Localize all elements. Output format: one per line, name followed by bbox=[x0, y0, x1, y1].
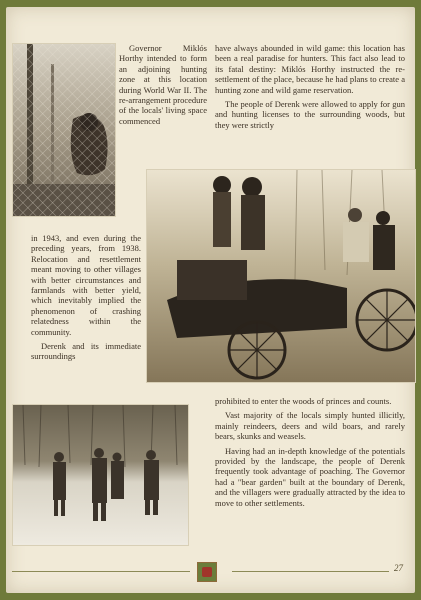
footer-emblem-icon bbox=[197, 562, 217, 582]
footer-divider-right bbox=[232, 571, 389, 572]
paragraph: The people of Derenk were allowed to apply for gun and hunting licenses to the surrounding woods, but they were strictly bbox=[215, 99, 405, 130]
paragraph: in 1943, and even during the preceding years, from 1938. Relocation and resettlement meant moving to other villages with better circumstances and farmlands with better yield, which inevitably implied the phenomenon of crashing relatedness within the community. bbox=[31, 233, 141, 337]
col2-bottom-text bbox=[215, 396, 405, 512]
col1-top-text bbox=[119, 43, 207, 130]
horse-carriage-photo bbox=[146, 169, 416, 383]
page-number: 27 bbox=[394, 563, 403, 573]
footer-divider-left bbox=[12, 571, 190, 572]
paragraph: Having had an in-depth knowledge of the potentials provided by the landscape, the people of Derenk frequently took advantage of poaching. The Governor had a "bear garden" built at the boundary of Derenk, and the villagers were gradually attracted by the idea to move to other settlements. bbox=[215, 445, 405, 508]
paragraph: have always abounded in wild game: this location has been a real paradise for hunters. This fact also lead to its fatal destiny: Miklós Horthy instructed the re-settlement of the place, because he had plans to create a hunting zone and wild game reservation. bbox=[215, 43, 405, 95]
hunters-snow-photo bbox=[12, 404, 189, 546]
paragraph: Vast majority of the locals simply hunted illicitly, mainly reindeers, deers and wild boars, and rarely bears, skunks and weasels. bbox=[215, 410, 405, 442]
col1-mid-text bbox=[31, 233, 141, 366]
paragraph: Derenk and its immediate surroundings bbox=[31, 341, 141, 362]
col2-top-text bbox=[215, 43, 405, 134]
emblem-inner bbox=[202, 567, 212, 577]
paragraph: prohibited to enter the woods of princes and counts. bbox=[215, 396, 392, 406]
paragraph: Governor Miklós Horthy intended to form an adjoining hunting zone at this location during World War II. The re-arrangement procedure of the locals' living space commenced bbox=[119, 43, 208, 126]
bear-enclosure-photo bbox=[12, 43, 116, 217]
